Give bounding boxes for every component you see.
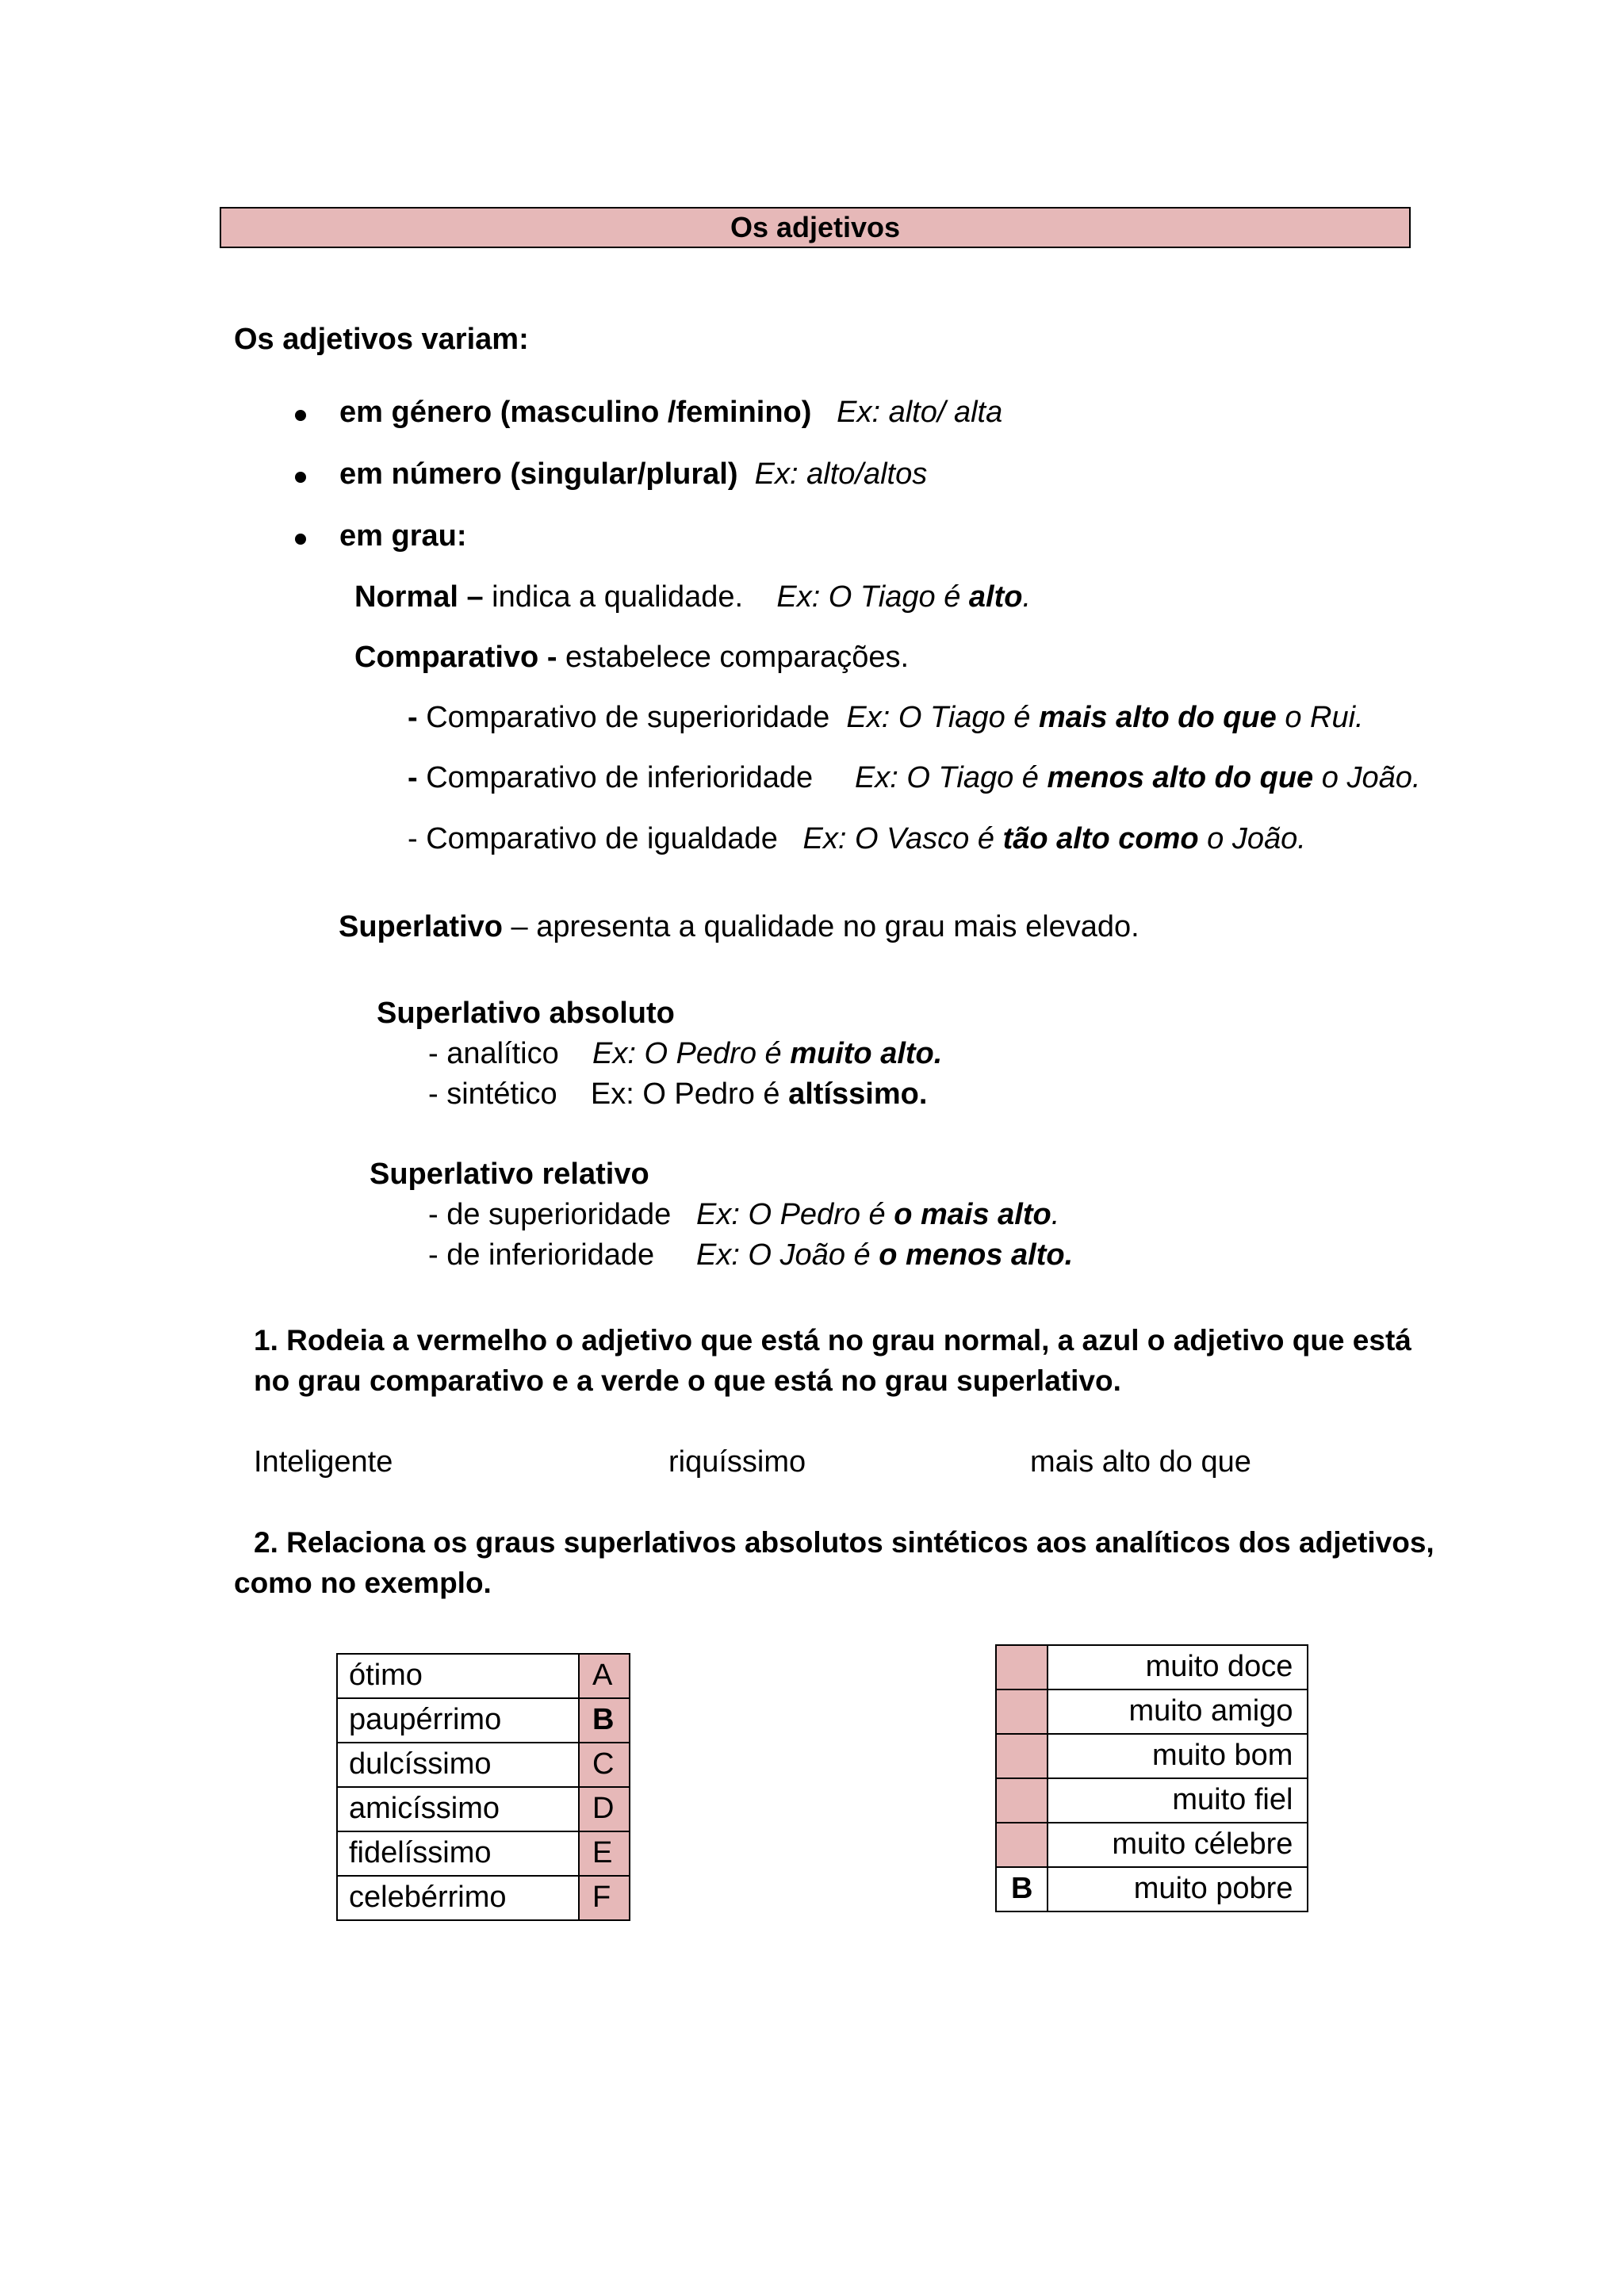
table-cell-word: muito bom: [1048, 1734, 1308, 1778]
exercise-1-line1: 1. Rodeia a vermelho o adjetivo que está no grau normal, a azul o adjetivo que está: [254, 1324, 1411, 1357]
table-row: [996, 1823, 1308, 1867]
bullet-grau: em grau:: [339, 519, 467, 553]
table-cell-letter: E: [579, 1831, 630, 1876]
exercise-1-line2: no grau comparativo e a verde o que está no grau superlativo.: [254, 1364, 1121, 1397]
exercise-2-line2: como no exemplo.: [234, 1567, 492, 1599]
table-cell-letter: A: [579, 1654, 630, 1698]
comparativo-line: Comparativo - estabelece comparações.: [354, 641, 910, 674]
table-cell-word: amicíssimo: [337, 1787, 579, 1831]
sup-rel-inferioridade: - de inferioridade Ex: O João é o menos alto.: [428, 1238, 1074, 1272]
sup-relativo-heading: Superlativo relativo: [370, 1158, 649, 1191]
bullet-dot: [295, 534, 306, 545]
answer-cell[interactable]: B: [996, 1867, 1048, 1911]
superlative-synthetic-table: [336, 1653, 630, 1921]
answer-cell[interactable]: [996, 1823, 1048, 1867]
sup-rel-superioridade: - de superioridade Ex: O Pedro é o mais alto.: [428, 1198, 1060, 1231]
table-row: [996, 1645, 1308, 1689]
answer-cell[interactable]: [996, 1689, 1048, 1734]
table-cell-letter: F: [579, 1876, 630, 1920]
table-row: [996, 1867, 1308, 1911]
exercise-1-word: Inteligente: [254, 1445, 393, 1479]
table-row: [337, 1698, 630, 1743]
table-cell-letter: B: [579, 1698, 630, 1743]
page-title: Os adjetivos: [220, 207, 1411, 248]
superlative-analytic-table: [995, 1644, 1308, 1912]
intro-text: Os adjetivos variam:: [234, 323, 529, 356]
sup-abs-sintetico: - sintético Ex: O Pedro é altíssimo.: [428, 1077, 928, 1111]
table-row: [996, 1778, 1308, 1823]
table-cell-word: paupérrimo: [337, 1698, 579, 1743]
table-cell-word: muito doce: [1048, 1645, 1308, 1689]
table-cell-letter: C: [579, 1743, 630, 1787]
table-cell-word: muito amigo: [1048, 1689, 1308, 1734]
comp-igualdade: - Comparativo de igualdade Ex: O Vasco é tão alto como o João.: [408, 822, 1306, 855]
table-cell-word: muito célebre: [1048, 1823, 1308, 1867]
answer-cell[interactable]: [996, 1734, 1048, 1778]
exercise-1-word: mais alto do que: [1030, 1445, 1251, 1479]
normal-line: Normal – indica a qualidade. Ex: O Tiago é alto.: [354, 580, 1032, 614]
superlativo-line: Superlativo – apresenta a qualidade no grau mais elevado.: [339, 910, 1139, 943]
table-row: [337, 1876, 630, 1920]
comp-inferioridade: - Comparativo de inferioridade Ex: O Tiago é menos alto do que o João.: [408, 761, 1421, 794]
exercise-2-line1: 2. Relaciona os graus superlativos absolutos sintéticos aos analíticos dos adjetivos,: [254, 1526, 1434, 1559]
answer-cell[interactable]: [996, 1778, 1048, 1823]
table-cell-word: ótimo: [337, 1654, 579, 1698]
table-row: [337, 1743, 630, 1787]
table-row: [337, 1787, 630, 1831]
bullet-dot: [295, 410, 306, 421]
exercise-1-word: riquíssimo: [668, 1445, 806, 1479]
comp-superioridade: - Comparativo de superioridade Ex: O Tiago é mais alto do que o Rui.: [408, 701, 1364, 734]
bullet-numero: em número (singular/plural) Ex: alto/altos: [339, 457, 928, 491]
sup-abs-analitico: - analítico Ex: O Pedro é muito alto.: [428, 1037, 943, 1070]
table-row: [996, 1734, 1308, 1778]
table-cell-word: fidelíssimo: [337, 1831, 579, 1876]
bullet-dot: [295, 472, 306, 483]
answer-cell[interactable]: [996, 1645, 1048, 1689]
table-cell-letter: D: [579, 1787, 630, 1831]
sup-absoluto-heading: Superlativo absoluto: [377, 997, 675, 1030]
table-row: [996, 1689, 1308, 1734]
table-cell-word: muito fiel: [1048, 1778, 1308, 1823]
bullet-genero: em género (masculino /feminino) Ex: alto/ alta: [339, 396, 1003, 429]
table-row: [337, 1831, 630, 1876]
table-cell-word: dulcíssimo: [337, 1743, 579, 1787]
table-cell-word: celebérrimo: [337, 1876, 579, 1920]
table-row: [337, 1654, 630, 1698]
table-cell-word: muito pobre: [1048, 1867, 1308, 1911]
